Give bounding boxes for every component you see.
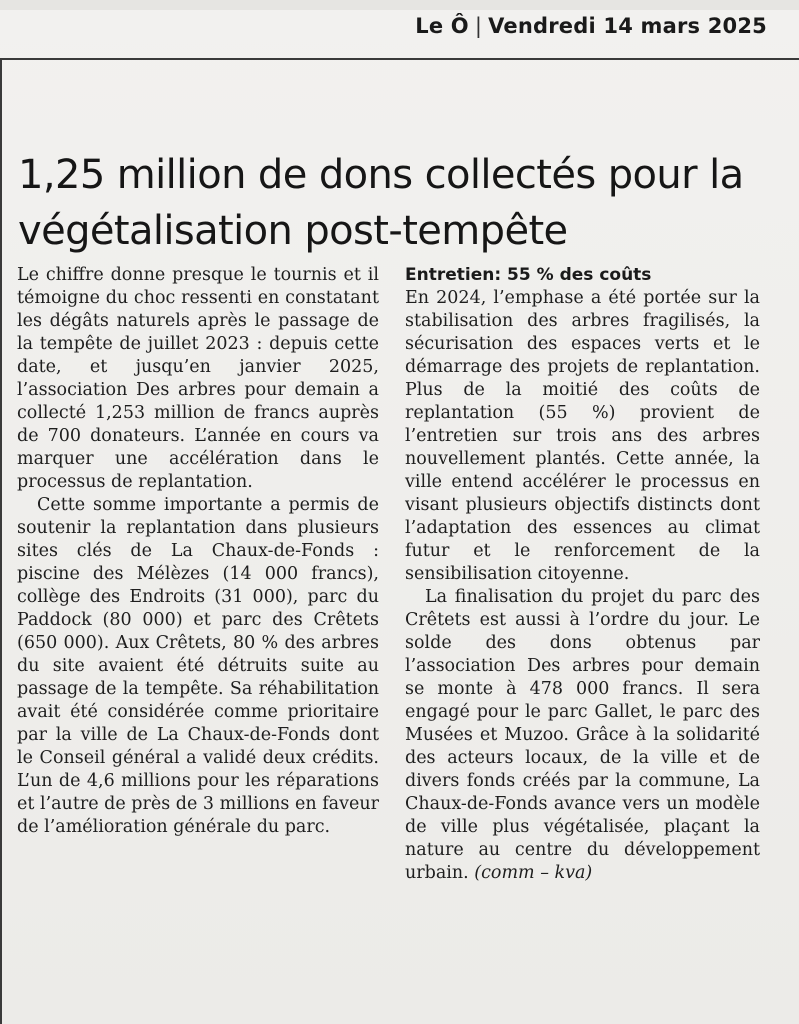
newspaper-brand: Le Ô <box>415 14 469 38</box>
article-subhead: Entretien: 55 % des coûts <box>405 265 652 285</box>
header-rule <box>0 58 799 60</box>
article-headline: 1,25 million de dons collectés pour la végétalisation post-tempête <box>18 151 744 254</box>
article-paragraph <box>405 586 760 885</box>
article-column-left <box>17 264 379 839</box>
publication-date: Vendredi 14 mars 2025 <box>488 14 767 38</box>
paragraph-text: La finalisation du projet du parc des Crêtets est aussi à l’ordre du jour. Le solde des dons obtenus par l’association Des arbres pour demain se monte à 478 000 francs. Il sera engagé pour le parc Gallet, le parc des Musées et Muzoo. Grâce à la solidarité des acteurs locaux, de la ville et de divers fonds créés par la commune, La Chaux-de-Fonds avance vers un modèle de ville plus végétalisée, plaçant la nature au centre du développement urbain. <box>405 587 760 883</box>
article-column-right <box>405 264 760 885</box>
article-signature: (comm – kva) <box>474 863 593 883</box>
left-column-rule <box>0 58 2 1024</box>
header-separator: | <box>474 14 483 38</box>
top-strip <box>0 0 799 10</box>
article-paragraph: En 2024, l’emphase a été portée sur la stabilisation des arbres fragilisés, la sécurisation des espaces verts et le démarrage des projets de replantation. Plus de la moitié des coûts de replantation (55 %) provient de l’entretien sur trois ans des arbres nouvellement plantés. Cette année, la ville entend accélérer le processus en visant plusieurs objectifs distincts dont l’adaptation des essences au climat futur et le renforcement de la sensibilisation citoyenne. <box>405 288 760 584</box>
article-paragraph: Le chiffre donne presque le tournis et il témoigne du choc ressenti en constatant les dégâts naturels après le passage de la tempête de juillet 2023 : depuis cette date, et jusqu’en janvier 2025, l’association Des arbres pour demain a collecté 1,253 million de francs auprès de 700 donateurs. L’année en cours va marquer une accélération dans le processus de replantation. <box>17 265 379 492</box>
article-paragraph: Cette somme importante a permis de soutenir la replantation dans plusieurs sites clés de La Chaux-de-Fonds : piscine des Mélèzes (14 000 francs), collège des Endroits (31 000), parc du Paddock (80 000) et parc des Crêtets (650 000). Aux Crêtets, 80 % des arbres du site avaient été détruits suite au passage de la tempête. Sa réhabilitation avait été considérée comme prioritaire par la ville de La Chaux-de-Fonds dont le Conseil général a validé deux crédits. L’un de 4,6 millions pour les réparations et l’autre de près de 3 millions en faveur de l’amélioration générale du parc. <box>17 495 379 837</box>
page-header <box>415 14 767 38</box>
